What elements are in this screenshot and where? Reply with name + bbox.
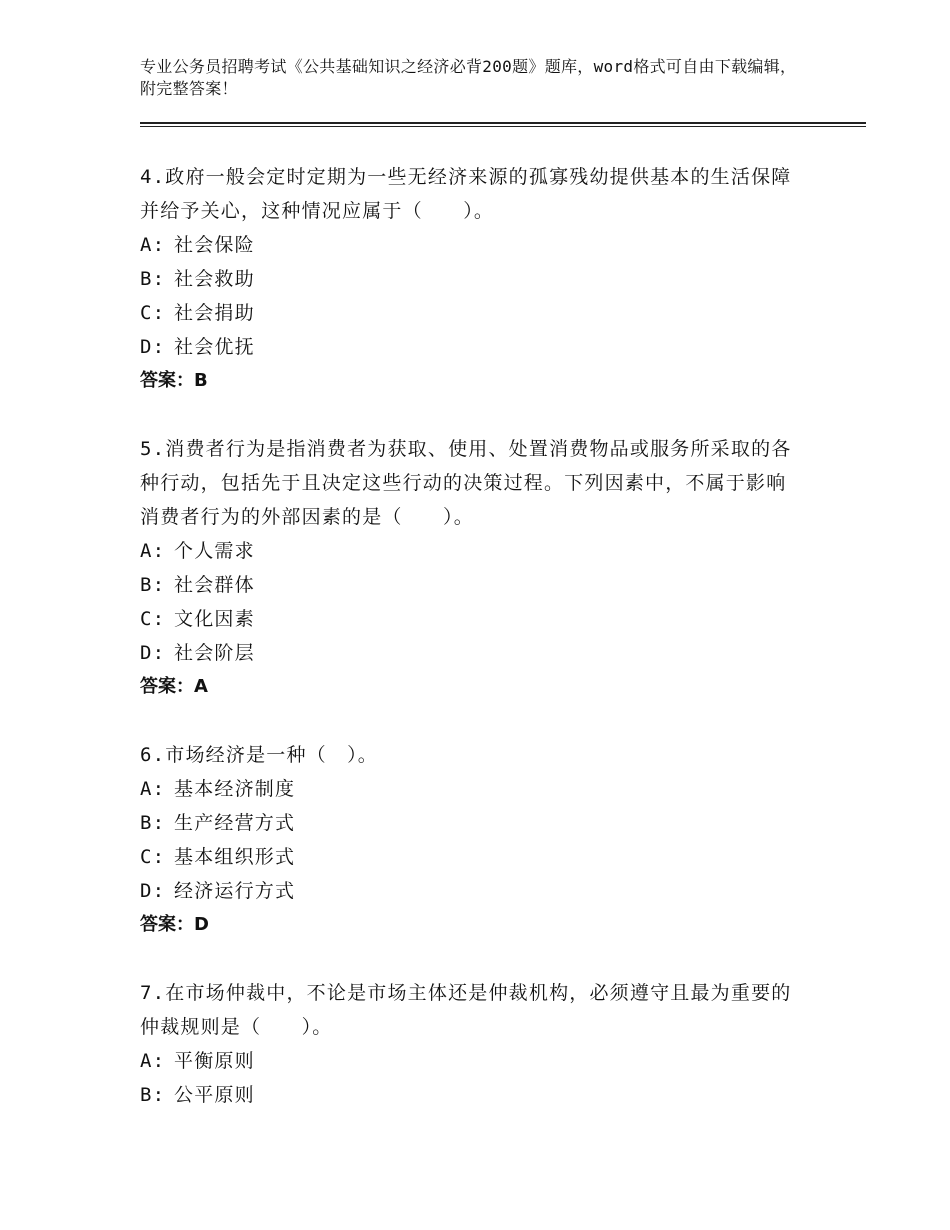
option-d: D: 经济运行方式: [140, 880, 296, 902]
question-7: [140, 976, 800, 1112]
option-a: A: 社会保险: [140, 234, 255, 256]
option-b: B: 社会群体: [140, 574, 255, 596]
option-c: C: 文化因素: [140, 608, 255, 630]
header-rule-top: [140, 122, 866, 124]
option-c: C: 基本组织形式: [140, 846, 296, 868]
question-text: 7.在市场仲裁中，不论是市场主体还是仲裁机构，必须遵守且最为重要的仲裁规则是（ ）。: [140, 982, 792, 1038]
question-text: 5.消费者行为是指消费者为获取、使用、处置消费物品或服务所采取的各种行动，包括先于且决定这些行动的决策过程。下列因素中，不属于影响消费者行为的外部因素的是（ ）。: [140, 438, 792, 528]
option-d: D: 社会优抚: [140, 336, 255, 358]
question-text: 4.政府一般会定时定期为一些无经济来源的孤寡残幼提供基本的生活保障并给予关心，这种情况应属于（ ）。: [140, 166, 792, 222]
option-b: B: 公平原则: [140, 1084, 255, 1106]
answer-line: 答案：D: [140, 914, 209, 935]
answer-line: 答案：B: [140, 370, 208, 391]
option-a: A: 平衡原则: [140, 1050, 255, 1072]
option-d: D: 社会阶层: [140, 642, 255, 664]
question-4: [140, 160, 800, 398]
option-b: B: 社会救助: [140, 268, 255, 290]
option-a: A: 基本经济制度: [140, 778, 296, 800]
option-a: A: 个人需求: [140, 540, 255, 562]
option-c: C: 社会捐助: [140, 302, 255, 324]
question-text: 6.市场经济是一种（ ）。: [140, 744, 378, 766]
question-list: [140, 160, 800, 1112]
header-rule-bottom: [140, 126, 866, 127]
question-6: [140, 738, 800, 942]
option-b: B: 生产经营方式: [140, 812, 296, 834]
answer-line: 答案：A: [140, 676, 208, 697]
question-5: [140, 432, 800, 704]
document-header: 专业公务员招聘考试《公共基础知识之经济必背200题》题库，word格式可自由下载编辑，附完整答案！: [140, 57, 797, 98]
